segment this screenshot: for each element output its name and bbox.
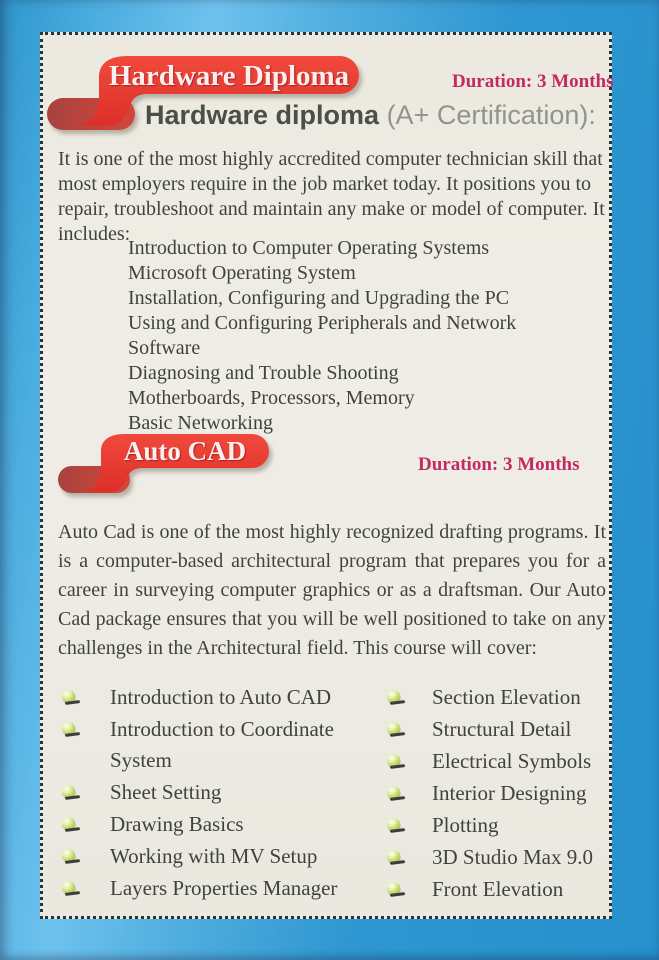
- hardware-heading-certification: (A+ Certification):: [379, 100, 596, 130]
- autocad-topic-item: [383, 810, 615, 841]
- green-ball-bullet-icon: [387, 722, 400, 735]
- autocad-topic-label: Introduction to Auto CAD: [110, 685, 332, 709]
- autocad-topic-label: Plotting: [432, 813, 499, 837]
- autocad-intro-paragraph: Auto Cad is one of the most highly recognized drafting programs. It is a computer-based architectural program that prepares you for a career in surveying computer graphics or as a draftsman. Our Auto Cad package ensures that you will be well positioned to take on any challenges in the Architectural field. This course will cover:: [58, 521, 606, 659]
- autocad-topic-label: Electrical Symbols: [432, 749, 592, 773]
- hardware-topic-list: [128, 236, 570, 436]
- hardware-ribbon-label: Hardware Diploma: [108, 60, 350, 92]
- autocad-topic-item: [58, 841, 380, 872]
- autocad-topic-item: [58, 809, 380, 840]
- green-ball-bullet-icon: [62, 817, 75, 830]
- autocad-topic-item: [58, 682, 380, 713]
- autocad-topic-label: Introduction to Coordinate System: [110, 717, 334, 772]
- hardware-topic-item: Introduction to Computer Operating Systems: [128, 237, 490, 259]
- hardware-heading: [145, 100, 596, 131]
- autocad-topic-label: Interior Designing: [432, 781, 587, 805]
- flyer-card: [40, 32, 612, 919]
- green-ball-bullet-icon: [62, 722, 75, 735]
- autocad-topic-item: [383, 746, 615, 777]
- hardware-topic-item: Microsoft Operating System: [128, 262, 356, 284]
- autocad-duration: Duration: 3 Months: [418, 454, 580, 475]
- green-ball-bullet-icon: [387, 786, 400, 799]
- autocad-ribbon-banner: [58, 432, 273, 494]
- green-ball-bullet-icon: [387, 754, 400, 767]
- hardware-topic-item: Using and Configuring Peripherals and Network Software: [128, 312, 517, 359]
- autocad-topic-item: [383, 842, 615, 873]
- autocad-topic-item: [58, 714, 380, 776]
- green-ball-bullet-icon: [387, 882, 400, 895]
- autocad-topic-item: [383, 682, 615, 713]
- green-ball-bullet-icon: [62, 849, 75, 862]
- autocad-topics-columns: [58, 682, 606, 912]
- autocad-topic-label: 3D Studio Max 9.0: [432, 845, 594, 869]
- green-ball-bullet-icon: [387, 818, 400, 831]
- autocad-topic-label: Drawing Basics: [110, 812, 244, 836]
- autocad-topic-item: [58, 777, 380, 808]
- hardware-intro-paragraph: It is one of the most highly accredited computer technician skill that most employers require in the job market today. It positions you to repair, troubleshoot and maintain any make or model of computer. It includes:: [58, 148, 605, 245]
- autocad-topic-item: [58, 873, 380, 904]
- hardware-topic-item: Diagnosing and Trouble Shooting: [128, 362, 399, 384]
- autocad-topic-label: Front Elevation: [432, 877, 564, 901]
- green-ball-bullet-icon: [387, 850, 400, 863]
- hardware-heading-bold: Hardware diploma: [145, 100, 380, 130]
- hardware-topic-item: Installation, Configuring and Upgrading the PC: [128, 287, 510, 309]
- autocad-topic-label: Structural Detail: [432, 717, 572, 741]
- green-ball-bullet-icon: [62, 881, 75, 894]
- hardware-topic-item: Basic Networking: [128, 412, 273, 434]
- hardware-duration: Duration: 3 Months: [452, 71, 614, 92]
- autocad-topic-label: Working with MV Setup: [110, 844, 318, 868]
- autocad-topic-item: [383, 778, 615, 809]
- autocad-ribbon-label: Auto CAD: [123, 436, 247, 466]
- autocad-topic-label: Sheet Setting: [110, 780, 222, 804]
- autocad-topic-item: [383, 714, 615, 745]
- hardware-topic-item: Motherboards, Processors, Memory: [128, 387, 415, 409]
- autocad-topic-label: Layers Properties Manager: [110, 876, 338, 900]
- autocad-topic-list-left: [58, 682, 380, 905]
- green-ball-bullet-icon: [387, 690, 400, 703]
- autocad-topic-item: [383, 874, 615, 905]
- autocad-topic-list-right: [383, 682, 615, 906]
- green-ball-bullet-icon: [62, 785, 75, 798]
- autocad-topic-label: Section Elevation: [432, 685, 581, 709]
- green-ball-bullet-icon: [62, 690, 75, 703]
